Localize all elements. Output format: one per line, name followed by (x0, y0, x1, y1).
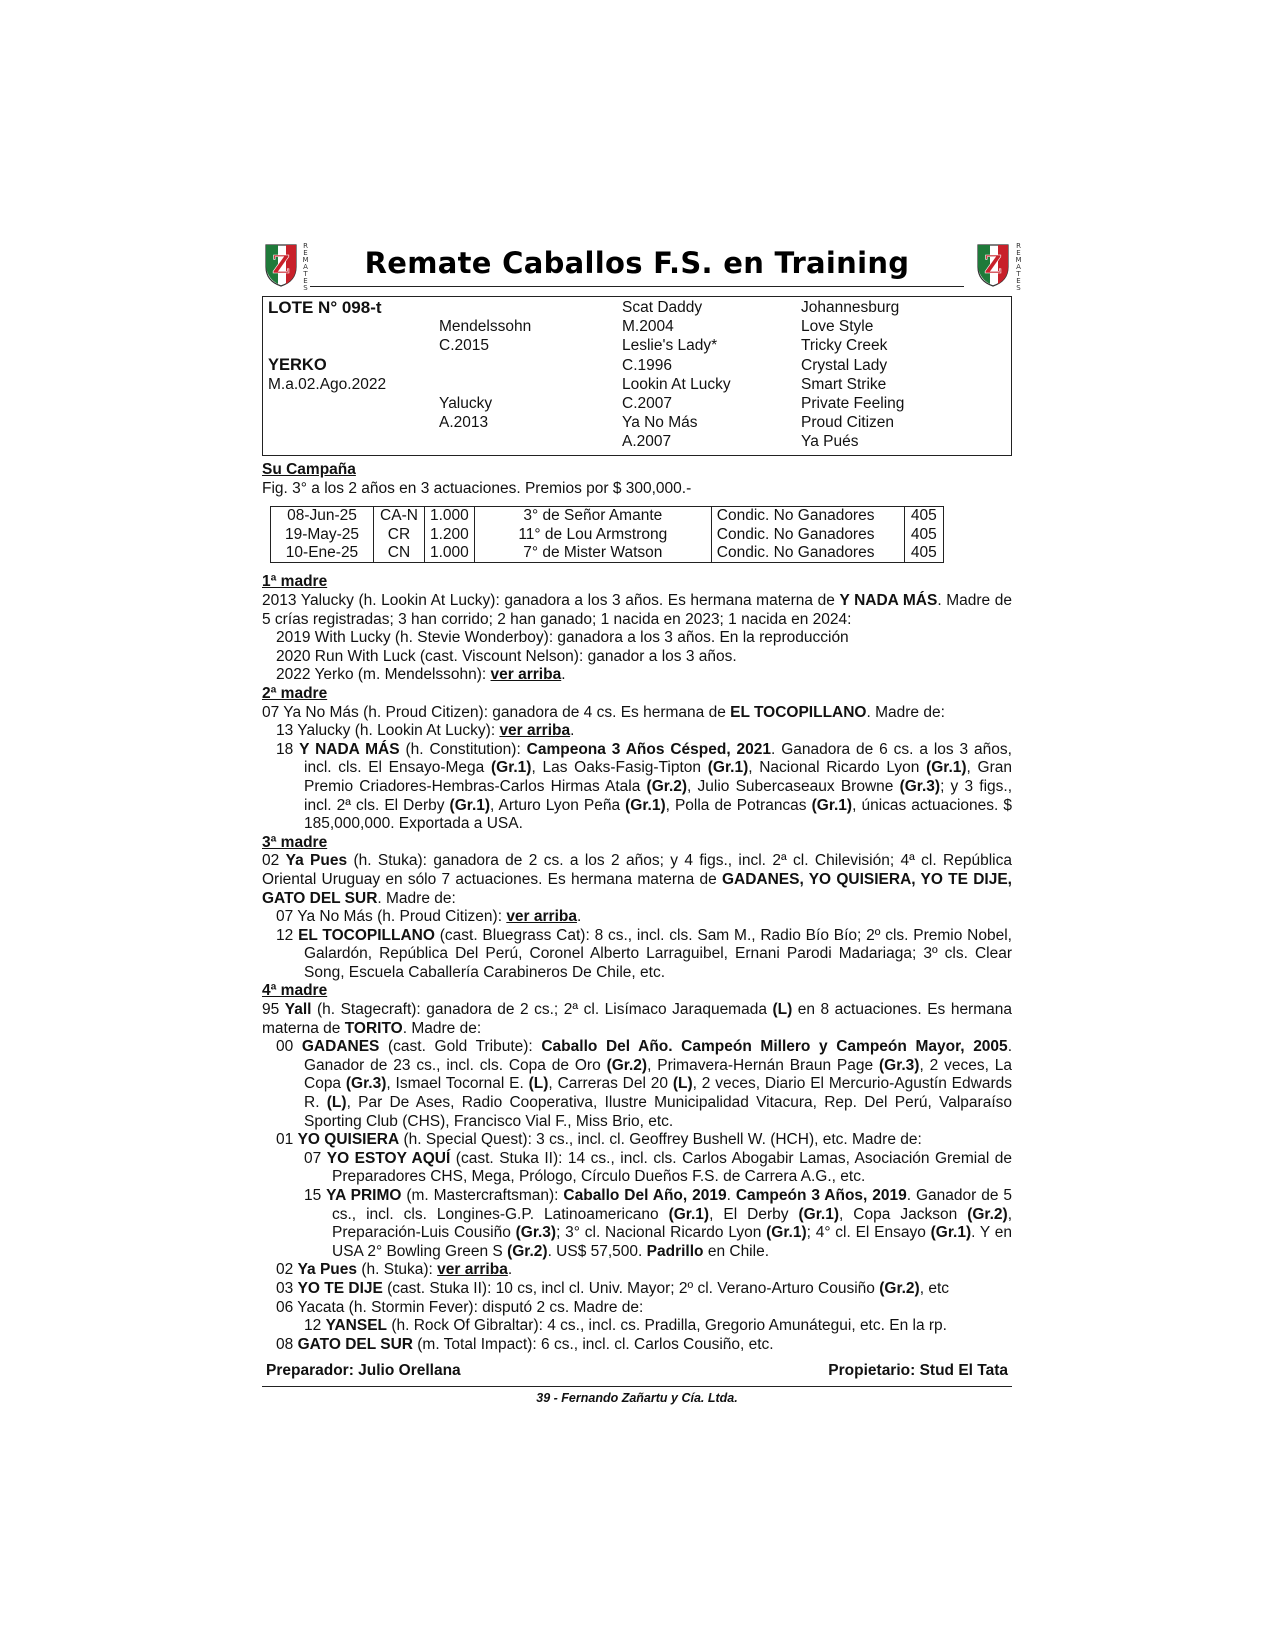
pedigree-entry: Scat Daddy (622, 299, 703, 316)
section-heading: 4ª madre (262, 982, 328, 1000)
horse-name: YERKO (268, 355, 327, 374)
race-track: CN (374, 544, 425, 563)
section-heading: 1ª madre (262, 573, 328, 591)
pedigree-entry: Lookin At Lucky (622, 375, 731, 393)
race-date: 19-May-25 (271, 526, 374, 544)
pedigree-entry: A.2007 (622, 433, 672, 451)
paragraph: 2013 Yalucky (h. Lookin At Lucky): ganadora a los 3 años. Es hermana materna de Y NADA MÁS. Madre de 5 crías registradas; 3 han corrido; 2 han ganado; 1 nacida en 2023; 1 nacida en 2024: (262, 592, 1012, 628)
race-date: 08-Jun-25 (271, 507, 374, 526)
table-row (271, 544, 944, 563)
pedigree-entry: Crystal Lady (801, 356, 888, 374)
pedigree-entry: Ya No Más (622, 414, 698, 432)
catalog-page (262, 240, 1022, 1406)
list-item: 12 YANSEL (h. Rock Of Gibraltar): 4 cs., incl. cs. Pradilla, Gregorio Amunátegui, etc. En la rp. (304, 1317, 947, 1335)
page-number: 39 - Fernando Zañartu y Cía. Ltda. (536, 1391, 738, 1406)
female-family (262, 573, 1012, 1354)
header-rule (310, 286, 964, 287)
race-date: 10-Ene-25 (271, 544, 374, 563)
horse-info: M.a.02.Ago.2022 (268, 375, 387, 393)
section-heading: 3ª madre (262, 833, 328, 851)
race-number: 405 (904, 544, 943, 563)
list-item: 00 GADANES (cast. Gold Tribute): Caballo Del Año. Campeón Millero y Campeón Mayor, 2005. Ganador de 23 cs., incl. cls. Copa de Oro (Gr.2), Primavera-Hernán Braun Page (Gr.3), 2 veces, La Copa (Gr.3), Ismael Tocornal E. (L), Carreras Del 20 (L), 2 veces, Diario El Mercurio-Agustín Edwards R. (L), Par De Ases, Radio Cooperativa, Ilustre Municipalidad Vitacura, Rep. Del Perú, Valparaíso Sporting Club (CHS), Francisco Vial F., Miss Brio, etc. (276, 1038, 1013, 1130)
page-title: Remate Caballos F.S. en Training (364, 246, 910, 280)
section-heading: 2ª madre (262, 684, 328, 702)
list-item: 13 Yalucky (h. Lookin At Lucky): ver arriba. (276, 722, 575, 740)
sire: Mendelssohn (439, 318, 532, 336)
page-header (262, 240, 1022, 292)
pedigree-entry: Leslie's Lady* (622, 337, 718, 355)
list-item: 03 YO TE DIJE (cast. Stuka II): 10 cs, incl cl. Univ. Mayor; 2º cl. Verano-Arturo Cousiño (Gr.2), etc (276, 1279, 950, 1297)
campaign-summary: Fig. 3° a los 2 años en 3 actuaciones. Premios por $ 300,000.- (262, 479, 692, 497)
pedigree-col-horse (268, 298, 386, 394)
remates-logo-icon (974, 243, 1012, 287)
list-item: 08 GATO DEL SUR (m. Total Impact): 6 cs., incl. cl. Carlos Cousiño, etc. (276, 1335, 774, 1353)
race-condition: Condic. No Ganadores (711, 507, 904, 526)
pedigree-col-greatgrandparents (801, 298, 904, 452)
pedigree-box (262, 296, 1012, 456)
ver-arriba-link[interactable]: ver arriba (437, 1261, 508, 1279)
race-result: 7° de Mister Watson (474, 544, 711, 563)
race-distance: 1.000 (425, 544, 475, 563)
dam-info: A.2013 (439, 414, 489, 432)
race-track: CA-N (374, 507, 425, 526)
list-item: 07 YO ESTOY AQUÍ (cast. Stuka II): 14 cs., incl. cls. Carlos Abogabir Lamas, Asociación Gremial de Preparadores CHS, Mega, Prólogo, Círculo Dueños F.S. de Carrera A.G., etc. (304, 1149, 1012, 1186)
pedigree-entry: C.1996 (622, 356, 672, 374)
race-condition: Condic. No Ganadores (711, 544, 904, 563)
list-item: 01 YO QUISIERA (h. Special Quest): 3 cs., incl. cl. Geoffrey Bushell W. (HCH), etc. Madre de: (276, 1131, 922, 1149)
pedigree-entry: M.2004 (622, 318, 674, 336)
pedigree-entry: Tricky Creek (801, 337, 888, 355)
ver-arriba-link[interactable]: ver arriba (499, 722, 571, 740)
race-table (270, 506, 944, 563)
trainer: Preparador: Julio Orellana (266, 1362, 461, 1380)
dam: Yalucky (439, 394, 493, 412)
race-distance: 1.200 (425, 526, 475, 544)
page-footer (262, 1362, 1012, 1380)
race-condition: Condic. No Ganadores (711, 526, 904, 544)
logo-word: R E M A T E S (1015, 242, 1022, 292)
table-row (271, 507, 944, 526)
race-number: 405 (904, 526, 943, 544)
list-item: 18 Y NADA MÁS (h. Constitution): Campeona 3 Años Césped, 2021. Ganadora de 6 cs. a los 3 años, incl. cls. El Ensayo-Mega (Gr.1), Las Oaks-Fasig-Tipton (Gr.1), Nacional Ricardo Lyon (Gr.1), Gran Premio Criadores-Hembras-Carlos Hirmas Atala (Gr.2), Julio Subercaseaux Browne (Gr.3); y 3 figs., incl. 2ª cls. El Derby (Gr.1), Arturo Lyon Peña (Gr.1), Polla de Potrancas (Gr.1), únicas actuaciones. $ 185,000,000. Exportada a USA. (276, 740, 1013, 833)
table-row (271, 526, 944, 544)
race-result: 3° de Señor Amante (474, 507, 711, 526)
lot-number: LOTE N° 098-t (268, 298, 382, 317)
list-item: 15 YA PRIMO (m. Mastercraftsman): Caballo Del Año, 2019. Campeón 3 Años, 2019. Ganador de 5 cs., incl. cls. Longines-G.P. Latinoamericano (Gr.1), El Derby (Gr.1), Copa Jackson (Gr.2), Preparación-Luis Cousiño (Gr.3); 3° cl. Nacional Ricardo Lyon (Gr.1); 4° cl. El Ensayo (Gr.1). Y en USA 2° Bowling Green S (Gr.2). US$ 57,500. Padrillo en Chile. (304, 1187, 1012, 1260)
list-item: 2022 Yerko (m. Mendelssohn): ver arriba. (276, 666, 566, 684)
list-item: 06 Yacata (h. Stormin Fever): disputó 2 cs. Madre de: (276, 1298, 644, 1316)
ver-arriba-link[interactable]: ver arriba (490, 666, 562, 684)
svg-text:Z: Z (984, 250, 1002, 279)
race-number: 405 (904, 507, 943, 526)
pedigree-col-grandparents (622, 298, 731, 452)
pedigree-entry: Ya Pués (801, 433, 859, 451)
pedigree-entry: C.2007 (622, 394, 672, 412)
pedigree-entry: Proud Citizen (801, 414, 895, 432)
pedigree-col-parents (439, 298, 531, 432)
logo-word: R E M A T E S (302, 242, 309, 292)
list-item: 02 Ya Pues (h. Stuka): ver arriba. (276, 1261, 513, 1279)
svg-text:Z: Z (272, 250, 290, 279)
list-item: 07 Ya No Más (h. Proud Citizen): ver arriba. (276, 908, 582, 926)
ver-arriba-link[interactable]: ver arriba (506, 908, 577, 926)
footer-rule (262, 1386, 1012, 1387)
pedigree-entry: Johannesburg (801, 299, 900, 316)
race-result: 11° de Lou Armstrong (474, 526, 711, 544)
pedigree-entry: Private Feeling (801, 394, 905, 412)
pedigree-entry: Love Style (801, 318, 874, 336)
campaign-section (262, 461, 1012, 498)
race-track: CR (374, 526, 425, 544)
paragraph: 07 Ya No Más (h. Proud Citizen): ganadora de 4 cs. Es hermana de EL TOCOPILLANO. Madre de: (262, 703, 945, 721)
list-item: 2020 Run With Luck (cast. Viscount Nelson): ganador a los 3 años. (276, 647, 737, 665)
list-item: 2019 With Lucky (h. Stevie Wonderboy): ganadora a los 3 años. En la reproducción (276, 629, 849, 647)
sire-info: C.2015 (439, 337, 489, 355)
pedigree-entry: Smart Strike (801, 375, 887, 393)
owner: Propietario: Stud El Tata (828, 1362, 1008, 1380)
list-item: 12 EL TOCOPILLANO (cast. Bluegrass Cat): 8 cs., incl. cls. Sam M., Radio Bío Bío; 2º cls. Premio Nobel, Galardón, República Del Perú, Coronel Alberto Larraguibel, Ernani Parodi Madariaga; 3º cls. Clear Song, Escuela Caballería Carabineros De Chile, etc. (276, 926, 1012, 981)
remates-logo (974, 242, 1022, 292)
campaign-heading: Su Campaña (262, 461, 356, 478)
paragraph: 02 Ya Pues (h. Stuka): ganadora de 2 cs. a los 2 años; y 4 figs., incl. 2ª cl. Chilevisión; 4ª cl. República Oriental Uruguay en sólo 7 actuaciones. Es hermana materna de GADANES, YO QUISIERA, YO TE DIJE, GATO DEL SUR. Madre de: (262, 852, 1012, 907)
race-distance: 1.000 (425, 507, 475, 526)
paragraph: 95 Yall (h. Stagecraft): ganadora de 2 cs.; 2ª cl. Lisímaco Jaraquemada (L) en 8 actuaciones. Es hermana materna de TORITO. Madre de: (262, 1001, 1012, 1037)
